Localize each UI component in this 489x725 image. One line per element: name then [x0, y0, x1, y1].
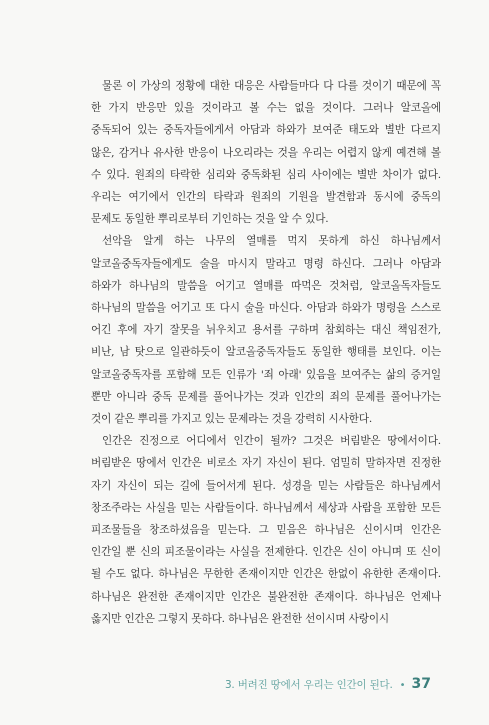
page-footer: [225, 676, 431, 692]
body-paragraph: 물론 이 가상의 정황에 대한 대응은 사람들마다 다 다를 것이기 때문에 꼭 한 가지 반응만 있을 것이라고 볼 수는 없을 것이다. 그러나 알코올에 중독되어 있는 중독자들에게서 아담과 하와가 보여준 태도와 별반 다르지 않은, 감거나 유사한 반응이 나오리라는 것을 우리는 어렵지 않게 예견해 볼 수 있다. 원죄의 타락한 심리와 중독화된 심리 사이에는 별반 차이가 없다. 우리는 여기에서 인간의 타락과 원죄의 기원을 발견함과 동시에 중독의 문제도 동일한 뿌리로부터 기인하는 것을 알 수 있다.: [91, 80, 441, 226]
page-body: [91, 75, 441, 630]
body-paragraph: 선악을 알게 하는 나무의 열매를 먹지 못하게 하신 하나님께서 알코올중독자들에게도 술을 마시지 말라고 명령 하신다. 그러나 아담과 하와가 하나님의 말씀을 어기고 열매를 따먹은 것처럼, 알코올독자들도 하나님의 말씀을 어기고 또 다시 술을 마신다. 아담과 하와가 명령을 스스로 어긴 후에 자기 잘못을 뉘우치고 용서를 구하며 참회하는 대신 책임전가, 비난, 남 탓으로 일관하듯이 알코올중독자들도 동일한 행태를 보인다. 이는 알코올중독자를 포함해 모든 인류가 '죄 아래' 있음을 보여주는 삶의 증거일 뿐만 아니라 중독 문제를 풀어나가는 것과 인간의 죄의 문제를 풀어나가는 것이 같은 뿌리를 가지고 있는 문제라는 것을 강력히 시사한다.: [91, 235, 441, 426]
page-number: 37: [411, 676, 431, 692]
footer-bullet-icon: •: [399, 680, 406, 691]
body-paragraph: 인간은 진정으로 어디에서 인간이 될까? 그것은 버림받은 땅에서이다. 버림받은 땅에서 인간은 비로소 자기 자신이 된다. 엄밀히 말하자면 진정한 자기 자신이 되는 길에 들어서게 된다. 성경을 믿는 사람들은 하나님께서 창조주라는 사실을 믿는 사람들이다. 하나님께서 세상과 사람을 포함한 모든 피조물들을 창조하셨음을 믿는다. 그 믿음은 하나님은 신이시며 인간은 인간일 뿐 신의 피조물이라는 사실을 전제한다. 인간은 신이 아니며 또 신이 될 수도 없다. 하나님은 무한한 존재이지만 인간은 한없이 유한한 존재이다. 하나님은 완전한 존재이지만 인간은 불완전한 존재이다. 하나님은 언제나 옳지만 인간은 그렇지 못하다. 하나님은 완전한 선이시며 사랑이시: [91, 435, 441, 625]
running-footer-chapter-title: 3. 버려진 땅에서 우리는 인간이 된다.: [224, 679, 393, 691]
